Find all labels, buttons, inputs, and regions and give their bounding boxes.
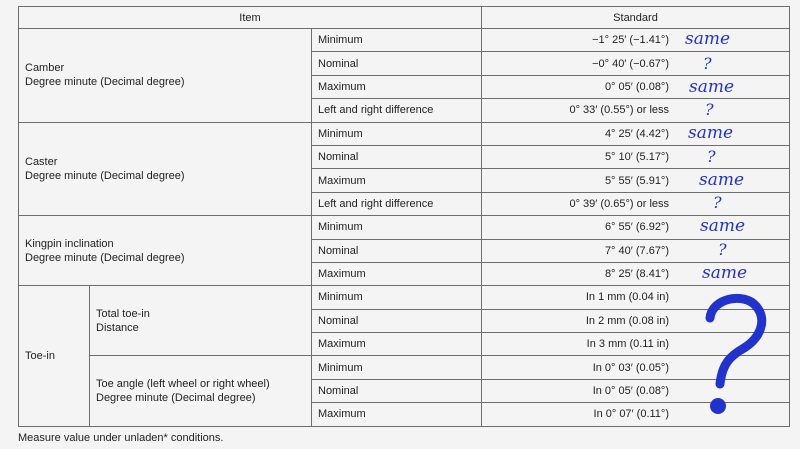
row-label: Minimum [312,216,482,239]
row-label: Maximum [312,333,482,356]
annotation-question: ? [707,147,716,166]
header-standard: Standard [482,7,790,29]
caster-item-cell [19,122,312,216]
row-label: Minimum [312,122,482,145]
toe-distance-name: Total toe-in [96,307,150,320]
row-value: 0° 39′ (0.65°) or less [482,192,790,215]
annotation-same: same [688,123,734,143]
annotation-question: ? [705,100,714,119]
row-value: In 0° 05′ (0.08°) [482,379,790,402]
row-value: −0° 40′ (−0.67°) [482,52,790,75]
camber-unit: Degree minute (Decimal degree) [25,76,185,89]
row-value: 7° 40′ (7.67°) [482,239,790,262]
row-label: Left and right difference [312,99,482,122]
annotation-same: same [699,170,745,190]
table-row [19,122,790,145]
annotation-question: ? [713,193,722,212]
row-value: −1° 25′ (−1.41°) [482,29,790,52]
camber-name: Camber [25,62,65,75]
large-question-mark-annotation [696,290,776,420]
row-value: 4° 25′ (4.42°) [482,122,790,145]
row-label: Maximum [312,75,482,98]
kingpin-unit: Degree minute (Decimal degree) [25,251,185,264]
header-row [19,7,790,29]
toe-angle-name: Toe angle (left wheel or right wheel) [96,378,270,391]
toe-angle-cell [90,356,312,426]
row-label: Maximum [312,262,482,285]
alignment-spec-table [18,6,790,427]
row-label: Maximum [312,403,482,426]
row-label: Maximum [312,169,482,192]
row-value: In 1 mm (0.04 in) [482,286,790,309]
row-value: In 0° 03′ (0.05°) [482,356,790,379]
toe-distance-unit: Distance [96,321,139,334]
annotation-same: same [685,29,731,49]
row-value: 0° 05′ (0.08°) [482,75,790,98]
row-label: Nominal [312,309,482,332]
row-value: 8° 25′ (8.41°) [482,262,790,285]
row-label: Minimum [312,286,482,309]
row-value: 5° 10′ (5.17°) [482,145,790,168]
header-item: Item [19,7,482,29]
toe-angle-unit: Degree minute (Decimal degree) [96,392,256,405]
table-row [19,356,790,379]
annotation-question: ? [718,240,727,259]
annotation-same: same [702,263,748,283]
caster-name: Caster [25,155,58,168]
row-label: Left and right difference [312,192,482,215]
annotation-same: same [689,77,735,97]
annotation-same: same [700,216,746,236]
row-label: Minimum [312,29,482,52]
caster-unit: Degree minute (Decimal degree) [25,169,185,182]
row-label: Nominal [312,379,482,402]
table-row [19,286,790,309]
kingpin-item-cell [19,216,312,286]
toe-in-item-cell: Toe-in [19,286,90,426]
annotation-question: ? [703,54,712,73]
row-label: Nominal [312,239,482,262]
toe-distance-cell [90,286,312,356]
row-value: In 3 mm (0.11 in) [482,333,790,356]
row-value: In 0° 07′ (0.11°) [482,403,790,426]
row-value: 5° 55′ (5.91°) [482,169,790,192]
row-value: 6° 55′ (6.92°) [482,216,790,239]
row-label: Nominal [312,145,482,168]
table-row [19,216,790,239]
footnote: Measure value under unladen* conditions. [18,432,224,444]
row-label: Nominal [312,52,482,75]
kingpin-name: Kingpin inclination [25,237,114,250]
row-value: 0° 33′ (0.55°) or less [482,99,790,122]
camber-item-cell [19,29,312,123]
table-row [19,29,790,52]
row-label: Minimum [312,356,482,379]
row-value: In 2 mm (0.08 in) [482,309,790,332]
